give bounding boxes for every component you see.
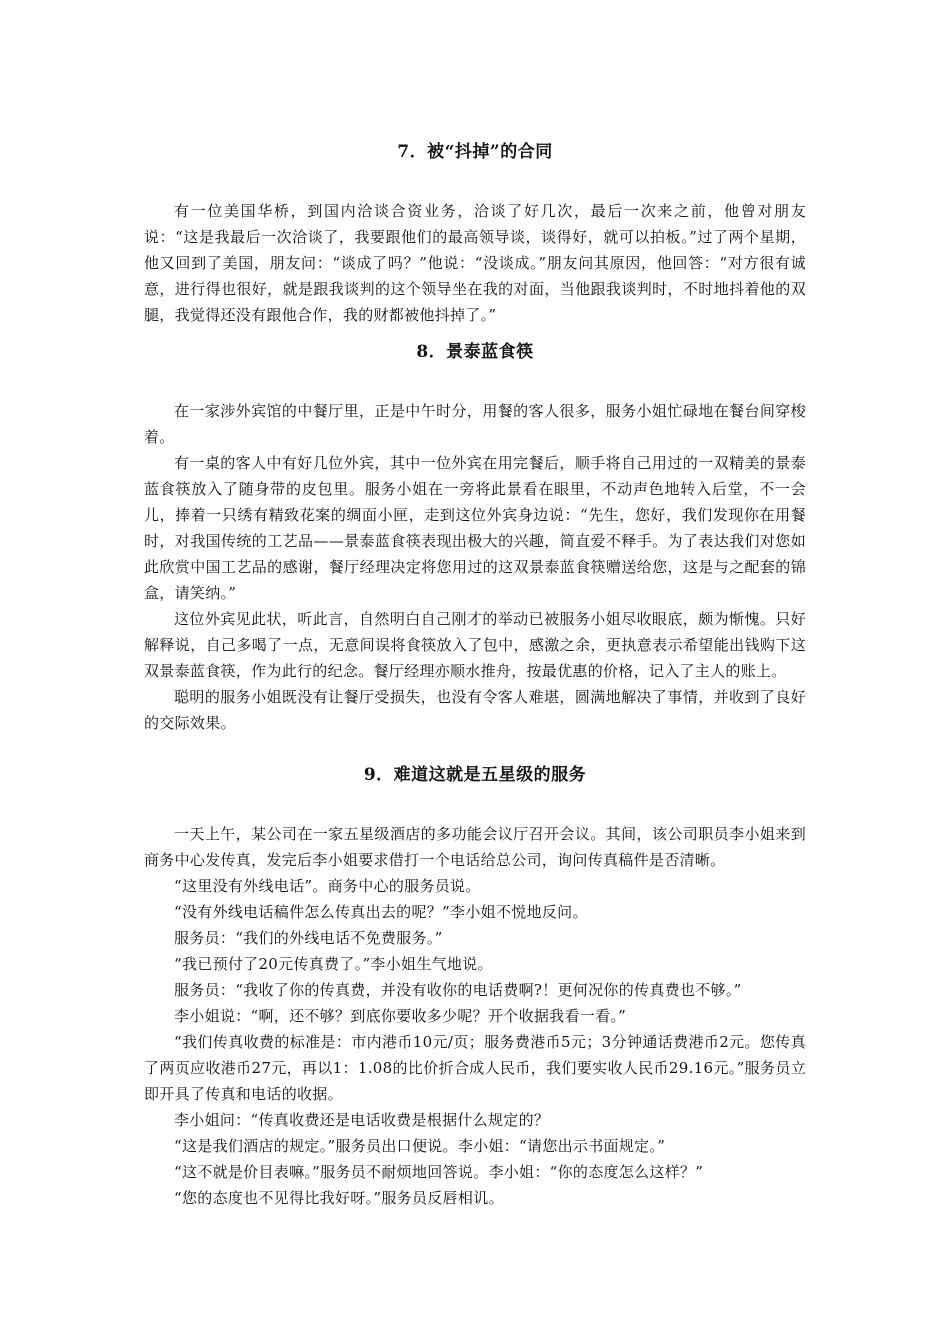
- section-8: [144, 340, 806, 736]
- paragraph: 这位外宾见此状，听此言，自然明白自己刚才的举动已被服务小姐尽收眼底，颇为惭愧。只好解释说，自己多喝了一点，无意间误将食筷放入了包中，感激之余，更执意表示希望能出钱购下这双景泰蓝食筷，作为此行的纪念。餐厅经理亦顺水推舟，按最优惠的价格，记入了主人的账上。: [144, 610, 806, 680]
- section-9: [144, 763, 806, 1211]
- paragraph: “这是我们酒店的规定。”服务员出口便说。李小姐：“请您出示书面规定。”: [174, 1137, 666, 1155]
- paragraph: 李小姐说：“啊，还不够？到底你要收多少呢？开个收据我看一看。”: [174, 1007, 627, 1025]
- paragraph: 聪明的服务小姐既没有让餐厅受损失，也没有令客人难堪，圆满地解决了事情，并收到了良好的交际效果。: [144, 688, 806, 732]
- section-title: 7．被“抖掉”的合同: [397, 142, 553, 162]
- paragraph: “这不就是价目表嘛。”服务员不耐烦地回答说。李小姐：“你的态度怎么这样？”: [174, 1163, 704, 1181]
- paragraph: 李小姐问：“传真收费还是电话收费是根据什么规定的？: [174, 1111, 550, 1129]
- paragraph: “您的态度也不见得比我好呀。”服务员反唇相讥。: [174, 1189, 504, 1207]
- paragraph: “这里没有外线电话”。商务中心的服务员说。: [174, 877, 481, 895]
- paragraph: “我们传真收费的标准是：市内港币10元/页；服务费港币5元；3分钟通话费港币2元。您传真了两页应收港币27元，再以1：1.08的比价折合成人民币，我们要实收人民币29.16元。”服务员立即开具了传真和电话的收据。: [144, 1033, 806, 1103]
- paragraph: 服务员：“我收了你的传真费，并没有收你的电话费啊?！更何况你的传真费也不够。”: [174, 981, 742, 999]
- paragraph: 服务员：“我们的外线电话不免费服务。”: [174, 929, 443, 947]
- paragraph: 在一家涉外宾馆的中餐厅里，正是中午时分，用餐的客人很多，服务小姐忙碌地在餐台间穿梭着。: [144, 402, 806, 446]
- section-title: 8．景泰蓝食筷: [416, 342, 534, 362]
- paragraph: 一天上午，某公司在一家五星级酒店的多功能会议厅召开会议。其间，该公司职员李小姐来到商务中心发传真，发完后李小姐要求借打一个电话给总公司，询问传真稿件是否清晰。: [144, 825, 806, 869]
- paragraph: 有一位美国华桥，到国内洽谈合资业务，洽谈了好几次，最后一次来之前，他曾对朋友说：“这是我最后一次洽谈了，我要跟他们的最高领导谈，谈得好，就可以拍板。”过了两个星期，他又回到了美国，朋友问：“谈成了吗？”他说：“没谈成。”朋友问其原因，他回答：“对方很有诚意，进行得也很好，就是跟我谈判的这个领导坐在我的对面，当他跟我谈判时，不时地抖着他的双腿，我觉得还没有跟他合作，我的财都被他抖掉了。”: [144, 202, 806, 324]
- paragraph: “我已预付了20元传真费了。”李小姐生气地说。: [174, 955, 493, 973]
- paragraph: 有一桌的客人中有好几位外宾，其中一位外宾在用完餐后，顺手将自己用过的一双精美的景泰蓝食筷放入了随身带的皮包里。服务小姐在一旁将此景看在眼里，不动声色地转入后堂，不一会儿，捧着一只绣有精致花案的绸面小匣，走到这位外宾身边说：“先生，您好，我们发现你在用餐时，对我国传统的工艺品——景泰蓝食筷表现出极大的兴趣，简直爱不释手。为了表达我们对您如此欣赏中国工艺品的感谢，餐厅经理决定将您用过的这双景泰蓝食筷赠送给您，这是与之配套的锦盒，请笑纳。”: [144, 454, 806, 602]
- paragraph: “没有外线电话稿件怎么传真出去的呢？”李小姐不悦地反问。: [174, 903, 588, 921]
- section-title: 9．难道这就是五星级的服务: [363, 765, 587, 785]
- section-7: [144, 140, 806, 328]
